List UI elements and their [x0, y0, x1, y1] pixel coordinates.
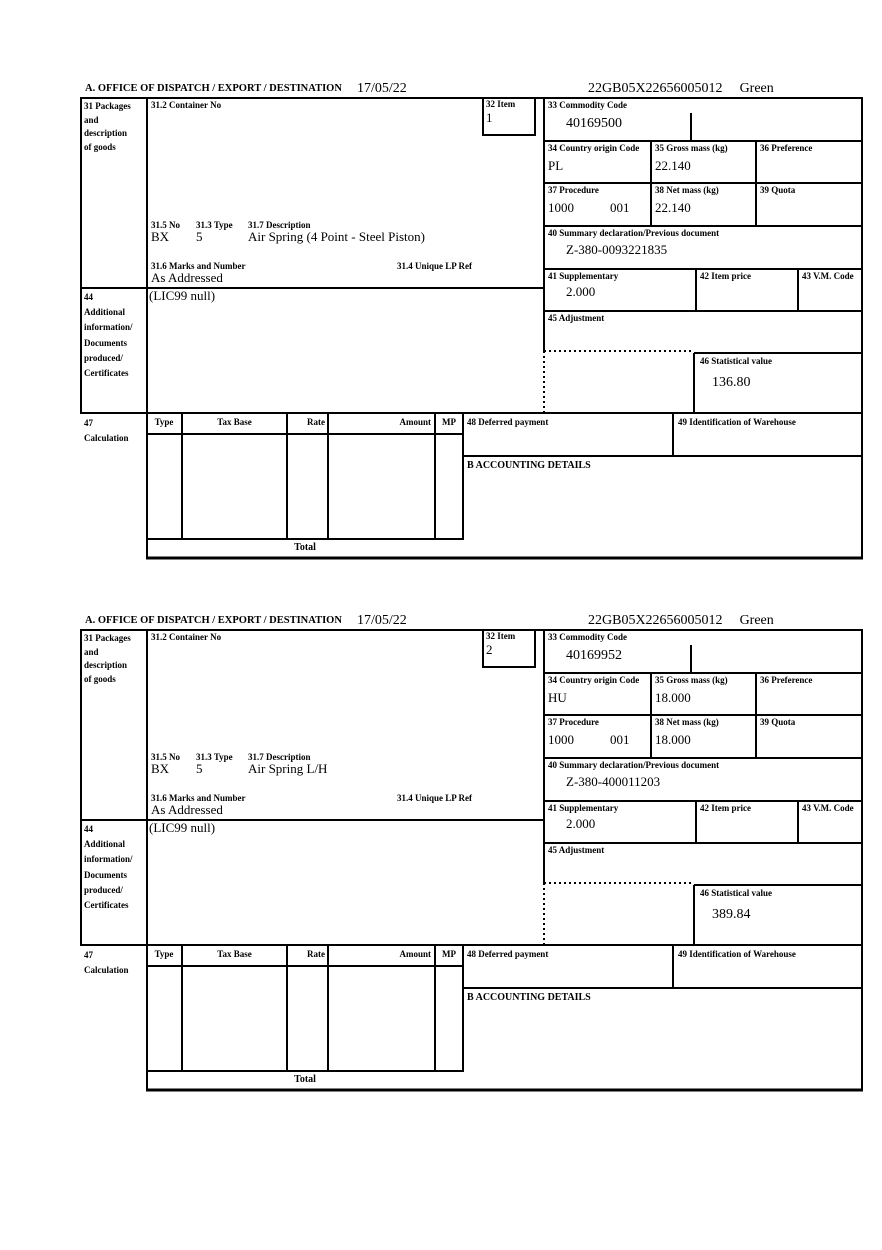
- calc-col-tax-base: Tax Base: [217, 949, 252, 959]
- reference-number: 22GB05X22656005012: [588, 613, 723, 628]
- calc-col-rate: Rate: [307, 949, 325, 959]
- preference-label: 36 Preference: [760, 143, 813, 153]
- vm-code-label: 43 V.M. Code: [802, 803, 854, 813]
- form-grid-lines: [80, 612, 863, 1094]
- gross-mass-label: 35 Gross mass (kg): [655, 675, 728, 685]
- additional-info-value: (LIC99 null): [149, 288, 216, 303]
- gross-mass-value: 18.000: [655, 690, 691, 705]
- vm-code-label: 43 V.M. Code: [802, 271, 854, 281]
- calc-col-amount: Amount: [399, 949, 431, 959]
- quota-label: 39 Quota: [760, 185, 796, 195]
- country-origin-label: 34 Country origin Code: [548, 143, 640, 153]
- procedure-value: 1000: [548, 200, 574, 215]
- accounting-details-label: B ACCOUNTING DETAILS: [467, 992, 591, 1003]
- adjustment-label: 45 Adjustment: [548, 845, 605, 855]
- marks-label: 31.6 Marks and Number: [151, 261, 246, 271]
- box44-label: 44 Additional information/ Documents produced/ Certificates: [84, 824, 133, 911]
- box44-label: 44 Additional information/ Documents produced/ Certificates: [84, 292, 133, 379]
- calc-col-rate: Rate: [307, 417, 325, 427]
- declaration-date: 17/05/22: [357, 613, 407, 628]
- statistical-value-label: 46 Statistical value: [700, 356, 772, 366]
- previous-document-value: Z-380-400011203: [566, 774, 661, 789]
- calc-col-type: Type: [154, 417, 174, 427]
- calc-col-type: Type: [154, 949, 174, 959]
- country-origin-label: 34 Country origin Code: [548, 675, 640, 685]
- net-mass-value: 18.000: [655, 732, 691, 747]
- item-price-label: 42 Item price: [700, 803, 751, 813]
- item-price-label: 42 Item price: [700, 271, 751, 281]
- goods-description-value: Air Spring L/H: [248, 761, 328, 776]
- container-no-label: 31.2 Container No: [151, 632, 222, 642]
- calc-col-mp: MP: [442, 417, 456, 427]
- packages-no-label: 31.5 No: [151, 752, 180, 762]
- calc-col-mp: MP: [442, 949, 456, 959]
- supplementary-label: 41 Supplementary: [548, 271, 619, 281]
- summary-declaration-label: 40 Summary declaration/Previous document: [548, 228, 720, 238]
- statistical-value: 389.84: [712, 907, 751, 922]
- summary-declaration-label: 40 Summary declaration/Previous document: [548, 760, 720, 770]
- reference-number: 22GB05X22656005012: [588, 81, 723, 96]
- packages-no-value: BX: [151, 761, 170, 776]
- warehouse-label: 49 Identification of Warehouse: [678, 417, 796, 427]
- commodity-code-value: 40169500: [566, 116, 622, 131]
- packages-no-label: 31.5 No: [151, 220, 180, 230]
- marks-label: 31.6 Marks and Number: [151, 793, 246, 803]
- total-label: Total: [294, 1074, 316, 1085]
- adjustment-label: 45 Adjustment: [548, 313, 605, 323]
- commodity-code-value: 40169952: [566, 648, 622, 663]
- packages-type-label: 31.3 Type: [196, 752, 233, 762]
- calc-col-amount: Amount: [399, 417, 431, 427]
- packages-type-label: 31.3 Type: [196, 220, 233, 230]
- box31-label: 31 Packages and description of goods: [84, 633, 131, 684]
- item-label: 32 Item: [486, 99, 516, 109]
- deferred-payment-label: 48 Deferred payment: [467, 949, 549, 959]
- declaration-reference: [588, 81, 774, 97]
- supplementary-value: 2.000: [566, 284, 596, 299]
- marks-value: As Addressed: [151, 802, 223, 817]
- packages-type-value: 5: [196, 229, 203, 244]
- statistical-value-label: 46 Statistical value: [700, 888, 772, 898]
- declaration-item-block-1: [80, 80, 863, 562]
- container-no-label: 31.2 Container No: [151, 100, 222, 110]
- commodity-code-label: 33 Commodity Code: [548, 632, 627, 642]
- packages-type-value: 5: [196, 761, 203, 776]
- office-of-dispatch-label: A. OFFICE OF DISPATCH / EXPORT / DESTINATION: [85, 83, 342, 94]
- form-grid-lines: [80, 80, 863, 562]
- item-number: 1: [486, 110, 493, 125]
- declaration-item-block-2: [80, 612, 863, 1094]
- gross-mass-value: 22.140: [655, 158, 691, 173]
- supplementary-value: 2.000: [566, 816, 596, 831]
- declaration-date: 17/05/22: [357, 81, 407, 96]
- description-label: 31.7 Description: [248, 752, 311, 762]
- unique-lp-ref-label: 31.4 Unique LP Ref: [397, 261, 473, 271]
- preference-label: 36 Preference: [760, 675, 813, 685]
- supplementary-label: 41 Supplementary: [548, 803, 619, 813]
- commodity-code-label: 33 Commodity Code: [548, 100, 627, 110]
- deferred-payment-label: 48 Deferred payment: [467, 417, 549, 427]
- gross-mass-label: 35 Gross mass (kg): [655, 143, 728, 153]
- box47-label: 47 Calculation: [84, 418, 129, 443]
- unique-lp-ref-label: 31.4 Unique LP Ref: [397, 793, 473, 803]
- procedure-label: 37 Procedure: [548, 185, 599, 195]
- country-origin-value: HU: [548, 690, 567, 705]
- warehouse-label: 49 Identification of Warehouse: [678, 949, 796, 959]
- procedure-value: 1000: [548, 732, 574, 747]
- calc-col-tax-base: Tax Base: [217, 417, 252, 427]
- goods-description-value: Air Spring (4 Point - Steel Piston): [248, 229, 425, 244]
- procedure-extension-value: 001: [610, 200, 630, 215]
- statistical-value: 136.80: [712, 375, 751, 390]
- description-label: 31.7 Description: [248, 220, 311, 230]
- box47-label: 47 Calculation: [84, 950, 129, 975]
- office-of-dispatch-label: A. OFFICE OF DISPATCH / EXPORT / DESTINATION: [85, 615, 342, 626]
- previous-document-value: Z-380-0093221835: [566, 242, 668, 257]
- box31-label: 31 Packages and description of goods: [84, 101, 131, 152]
- routing-status: Green: [739, 613, 774, 628]
- procedure-label: 37 Procedure: [548, 717, 599, 727]
- additional-info-value: (LIC99 null): [149, 820, 216, 835]
- net-mass-value: 22.140: [655, 200, 691, 215]
- item-label: 32 Item: [486, 631, 516, 641]
- net-mass-label: 38 Net mass (kg): [655, 185, 719, 195]
- item-number: 2: [486, 642, 493, 657]
- country-origin-value: PL: [548, 158, 564, 173]
- marks-value: As Addressed: [151, 270, 223, 285]
- packages-no-value: BX: [151, 229, 170, 244]
- routing-status: Green: [739, 81, 774, 96]
- procedure-extension-value: 001: [610, 732, 630, 747]
- accounting-details-label: B ACCOUNTING DETAILS: [467, 460, 591, 471]
- net-mass-label: 38 Net mass (kg): [655, 717, 719, 727]
- total-label: Total: [294, 542, 316, 553]
- declaration-reference: [588, 613, 774, 629]
- quota-label: 39 Quota: [760, 717, 796, 727]
